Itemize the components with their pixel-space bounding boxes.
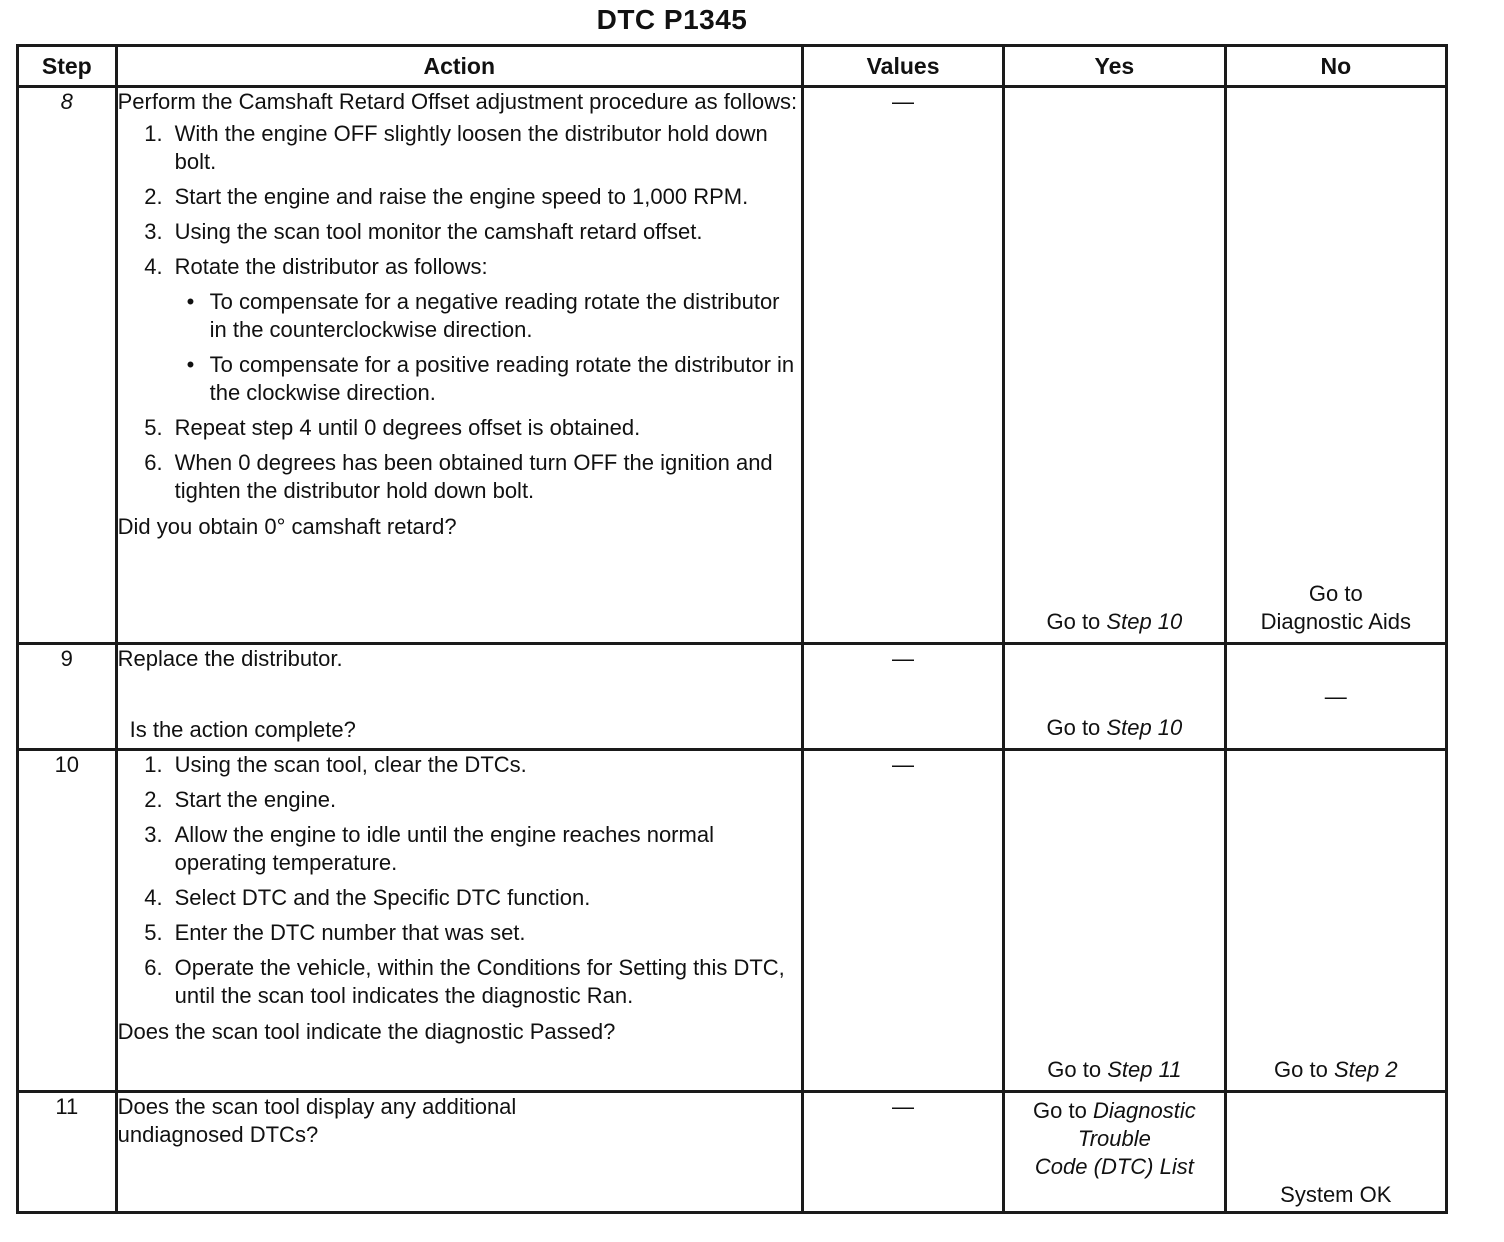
bullet-item: • To compensate for a positive reading rotate the distributor in the clockwise direction. [186, 352, 795, 405]
list-item: 1. With the engine OFF slightly loosen the distributor hold down bolt. [144, 121, 768, 174]
list-item: 1. Using the scan tool, clear the DTCs. [144, 752, 527, 777]
action-cell [116, 644, 802, 750]
step-number: 8 [18, 87, 117, 644]
no-cell [1225, 1092, 1446, 1213]
diagnostic-table [16, 44, 1448, 1214]
values-cell: — [802, 1092, 1003, 1213]
list-item: 6. When 0 degrees has been obtained turn OFF the ignition and tighten the distributor hold down bolt. [144, 450, 773, 503]
table-row-step-9 [18, 644, 1447, 750]
bullet-icon: • [186, 289, 195, 314]
yes-cell [1004, 1092, 1225, 1213]
action-cell [116, 1092, 802, 1213]
no-link[interactable]: Go to Diagnostic Aids [1260, 581, 1411, 634]
header-row [18, 46, 1447, 87]
yes-cell [1004, 87, 1225, 644]
action-question: Is the action complete? [129, 717, 356, 742]
no-cell [1225, 87, 1446, 644]
header-step: Step [18, 46, 117, 87]
yes-cell [1004, 644, 1225, 750]
bullet-item: • To compensate for a negative reading rotate the distributor in the counterclockwise direction. [186, 289, 780, 342]
list-item: 4. Rotate the distributor as follows: • To compensate for a negative reading rotate the distributor in the counterclockwise direction. • To compensate for a positive reading rotate the distributor in the clockwise direction. [118, 253, 801, 407]
action-question: Does the scan tool indicate the diagnostic Passed? [117, 1019, 616, 1044]
procedure-list [118, 751, 801, 1010]
action-intro: Perform the Camshaft Retard Offset adjustment procedure as follows: [117, 89, 798, 114]
header-values: Values [802, 46, 1003, 87]
no-cell [1225, 750, 1446, 1092]
no-cell: — [1225, 644, 1446, 750]
yes-link[interactable]: Go to Step 10 [1046, 715, 1183, 740]
action-cell [116, 87, 802, 644]
list-item: 2. Start the engine. [144, 787, 337, 812]
values-cell: — [802, 750, 1003, 1092]
list-item: 5. Enter the DTC number that was set. [144, 920, 526, 945]
bullet-list [175, 288, 801, 407]
table-row-step-8 [18, 87, 1447, 644]
list-item: 4. Select DTC and the Specific DTC function. [144, 885, 591, 910]
action-intro: Replace the distributor. [117, 646, 343, 671]
step-number: 10 [18, 750, 117, 1092]
action-cell [116, 750, 802, 1092]
table-row-step-10 [18, 750, 1447, 1092]
list-item: 6. Operate the vehicle, within the Conditions for Setting this DTC, until the scan tool indicates the diagnostic Ran. [144, 955, 785, 1008]
action-question: Did you obtain 0° camshaft retard? [117, 514, 457, 539]
values-cell: — [802, 644, 1003, 750]
yes-link[interactable]: Go to Diagnostic Trouble Code (DTC) List [1033, 1098, 1196, 1179]
header-no: No [1225, 46, 1446, 87]
action-intro: Does the scan tool display any additional undiagnosed DTCs? [117, 1094, 517, 1147]
list-item: 5. Repeat step 4 until 0 degrees offset is obtained. [144, 415, 641, 440]
values-cell: — [802, 87, 1003, 644]
step-number: 11 [18, 1092, 117, 1213]
bullet-icon: • [186, 352, 195, 377]
no-result: System OK [1280, 1182, 1392, 1207]
yes-cell [1004, 750, 1225, 1092]
header-action: Action [116, 46, 802, 87]
procedure-list [118, 120, 801, 505]
list-item: 3. Using the scan tool monitor the camshaft retard offset. [144, 219, 703, 244]
table-row-step-11 [18, 1092, 1447, 1213]
yes-link[interactable]: Go to Step 11 [1047, 1057, 1182, 1082]
header-yes: Yes [1004, 46, 1225, 87]
list-item: 2. Start the engine and raise the engine speed to 1,000 RPM. [144, 184, 749, 209]
step-number: 9 [18, 644, 117, 750]
list-item: 3. Allow the engine to idle until the engine reaches normal operating temperature. [144, 822, 714, 875]
yes-link[interactable]: Go to Step 10 [1046, 609, 1183, 634]
page-title: DTC P1345 [596, 4, 748, 35]
no-link[interactable]: Go to Step 2 [1274, 1057, 1398, 1082]
